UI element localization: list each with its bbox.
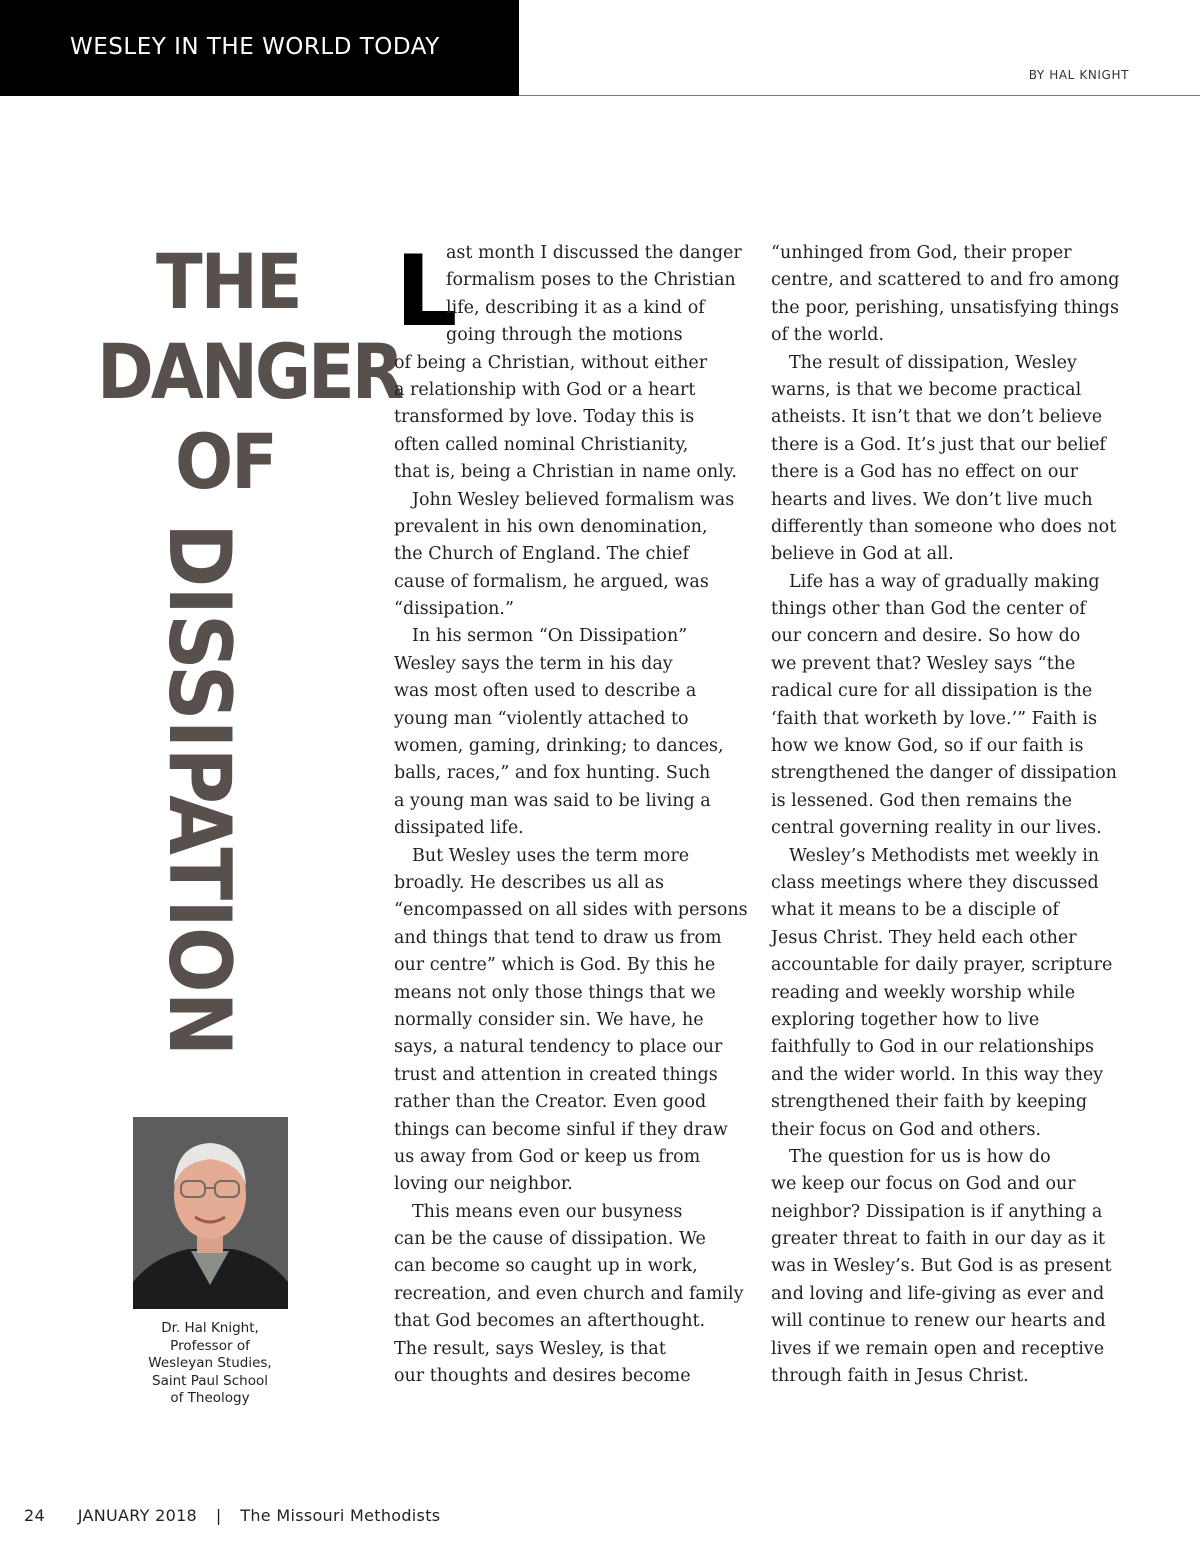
body-line: that is, being a Christian in name only.: [394, 462, 737, 483]
body-line: transformed by love. Today this is: [394, 407, 695, 428]
headline-line-1: THE: [156, 237, 301, 326]
body-line: the Church of England. The chief: [394, 544, 689, 565]
body-line: we keep our focus on God and our: [771, 1174, 1076, 1195]
body-line: warns, is that we become practical: [771, 379, 1082, 400]
body-line: lives if we remain open and receptive: [771, 1338, 1105, 1359]
body-line: ast month I discussed the danger: [446, 243, 742, 263]
publication-name: The Missouri Methodists: [240, 1506, 441, 1525]
body-line: hearts and lives. We don’t live much: [771, 489, 1093, 510]
body-line: normally consider sin. We have, he: [394, 1009, 704, 1030]
body-line: ‘faith that worketh by love.’” Faith is: [771, 708, 1098, 729]
header-rule: [519, 95, 1200, 96]
body-line: trust and attention in created things: [394, 1064, 718, 1085]
body-line: we prevent that? Wesley says “the: [771, 653, 1076, 674]
body-line: is lessened. God then remains the: [771, 790, 1072, 811]
body-line: and things that tend to draw us from: [394, 927, 722, 948]
body-line: a young man was said to be living a: [394, 790, 711, 811]
body-line: Jesus Christ. They held each other: [771, 927, 1077, 948]
body-line: through faith in Jesus Christ.: [771, 1366, 1029, 1387]
body-line: can become so caught up in work,: [394, 1256, 698, 1277]
body-line: of being a Christian, without either: [394, 352, 708, 373]
body-line: and the wider world. In this way they: [771, 1064, 1104, 1085]
caption-line: Professor of: [170, 1337, 250, 1354]
body-line: things can become sinful if they draw: [394, 1119, 728, 1140]
body-line: Life has a way of gradually making: [789, 571, 1100, 592]
body-line: young man “violently attached to: [394, 708, 689, 729]
body-line: atheists. It isn’t that we don’t believe: [771, 407, 1103, 428]
footer-separator: |: [215, 1506, 222, 1525]
body-line: reading and weekly worship while: [771, 982, 1076, 1003]
body-line: strengthened the danger of dissipation: [771, 763, 1117, 784]
body-line: central governing reality in our lives.: [771, 818, 1102, 839]
body-line: centre, and scattered to and fro among: [771, 270, 1120, 291]
body-line: prevalent in his own denomination,: [394, 516, 708, 537]
body-line: our thoughts and desires become: [394, 1366, 691, 1387]
body-line: how we know God, so if our faith is: [771, 736, 1084, 757]
body-line: dissipated life.: [394, 818, 524, 839]
body-line: their focus on God and others.: [771, 1119, 1042, 1140]
body-line: us away from God or keep us from: [394, 1146, 701, 1167]
body-line: formalism poses to the Christian: [446, 270, 736, 291]
headline-line-3: OF: [175, 417, 276, 506]
body-line: greater threat to faith in our day as it: [771, 1229, 1106, 1250]
body-line: life, describing it as a kind of: [446, 297, 705, 318]
section-header-bar: [0, 0, 519, 96]
issue-date: JANUARY 2018: [77, 1506, 198, 1525]
page-footer: [24, 1506, 440, 1525]
body-line: says, a natural tendency to place our: [394, 1037, 723, 1058]
body-line: of the world.: [771, 325, 885, 346]
body-line: a relationship with God or a heart: [394, 379, 696, 400]
body-line: Wesley’s Methodists met weekly in: [789, 845, 1100, 866]
body-line: The result, says Wesley, is that: [394, 1338, 666, 1359]
page-number: 24: [24, 1506, 45, 1525]
article-column-2: [771, 240, 1120, 1390]
body-line: neighbor? Dissipation is if anything a: [771, 1201, 1103, 1222]
body-line: “dissipation.”: [394, 599, 514, 620]
body-line: there is a God. It’s just that our belief: [771, 434, 1106, 455]
headline-line-2: DANGER: [97, 327, 402, 416]
caption-line: Saint Paul School: [152, 1372, 268, 1389]
body-line: will continue to renew our hearts and: [771, 1311, 1106, 1332]
body-line: strengthened their faith by keeping: [771, 1092, 1088, 1113]
caption-line: Dr. Hal Knight,: [161, 1320, 259, 1336]
author-portrait-image: [133, 1117, 288, 1309]
body-line: This means even our busyness: [412, 1201, 683, 1222]
body-line: was most often used to describe a: [394, 681, 697, 702]
byline: BY HAL KNIGHT: [1028, 68, 1129, 82]
body-line: accountable for daily prayer, scripture: [771, 955, 1113, 976]
body-line: “unhinged from God, their proper: [771, 243, 1072, 263]
body-line: loving our neighbor.: [394, 1174, 573, 1195]
body-line: going through the motions: [446, 325, 683, 346]
body-line: faithfully to God in our relationships: [771, 1037, 1094, 1058]
body-line: was in Wesley’s. But God is as present: [771, 1256, 1112, 1277]
body-line: can be the cause of dissipation. We: [394, 1229, 706, 1250]
section-title: WESLEY IN THE WORLD TODAY: [70, 34, 440, 60]
author-photo: [133, 1117, 288, 1309]
body-line: cause of formalism, he argued, was: [394, 571, 709, 592]
body-line: class meetings where they discussed: [771, 872, 1099, 893]
body-line: recreation, and even church and family: [394, 1283, 744, 1304]
body-line: there is a God has no effect on our: [771, 462, 1079, 483]
body-line: the poor, perishing, unsatisfying things: [771, 297, 1119, 318]
body-line: radical cure for all dissipation is the: [771, 681, 1093, 702]
body-line: exploring together how to live: [771, 1009, 1040, 1030]
body-line: The result of dissipation, Wesley: [789, 352, 1077, 373]
body-line: our concern and desire. So how do: [771, 626, 1081, 647]
body-line: The question for us is how do: [789, 1146, 1051, 1167]
body-line: women, gaming, drinking; to dances,: [394, 736, 724, 757]
drop-cap: L: [395, 235, 458, 349]
body-line: that God becomes an afterthought.: [394, 1311, 706, 1332]
body-line: broadly. He describes us all as: [394, 872, 665, 893]
body-line: Wesley says the term in his day: [394, 653, 673, 674]
article-column-1: [394, 235, 748, 1390]
photo-caption: [130, 1320, 290, 1408]
body-line: and loving and life-giving as ever and: [771, 1283, 1105, 1304]
body-line: things other than God the center of: [771, 599, 1086, 620]
body-line: John Wesley believed formalism was: [412, 489, 735, 510]
body-line: balls, races,” and fox hunting. Such: [394, 763, 711, 784]
body-line: often called nominal Christianity,: [394, 434, 689, 455]
caption-line: of Theology: [170, 1390, 250, 1406]
body-line: In his sermon “On Dissipation”: [412, 626, 688, 647]
body-line: But Wesley uses the term more: [412, 845, 690, 866]
body-line: our centre” which is God. By this he: [394, 955, 716, 976]
body-line: what it means to be a disciple of: [771, 900, 1059, 921]
caption-line: Wesleyan Studies,: [148, 1355, 272, 1371]
body-line: means not only those things that we: [394, 982, 716, 1003]
body-line: “encompassed on all sides with persons: [394, 900, 748, 921]
body-line: rather than the Creator. Even good: [394, 1092, 707, 1113]
headline-line-4-vertical: DISSIPATION: [149, 523, 249, 1056]
body-line: believe in God at all.: [771, 544, 954, 565]
body-line: differently than someone who does not: [771, 516, 1117, 537]
